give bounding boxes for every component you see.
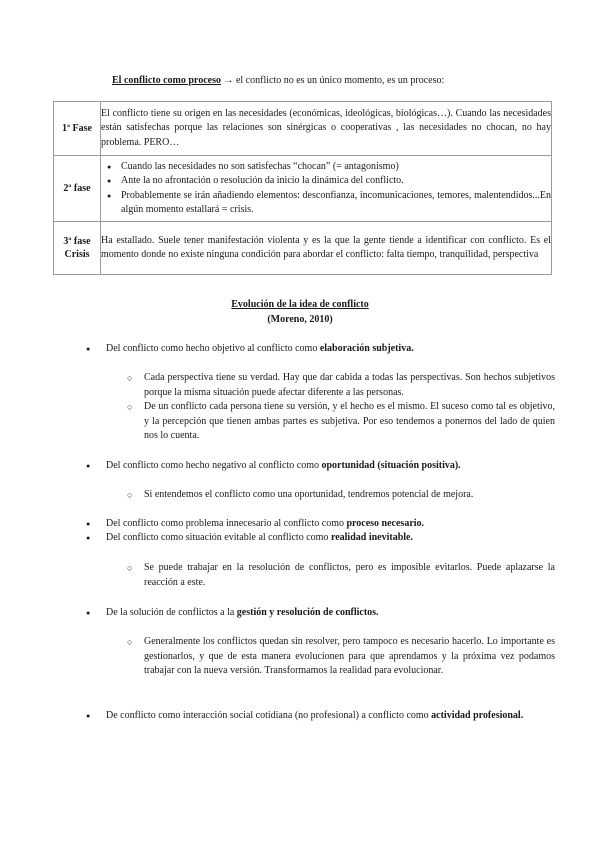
sub-list-item: ○ Generalmente los conflictos quedan sin resolver, pero tampoco es necesario hacerlo. Lo importante es gestionarlos, y que de esta manera evolucionen para que aprendamos y la próxima vez podamos trabajar con la nueva versión. Transformamos la realidad para evolucionar. bbox=[127, 636, 555, 676]
section-citation: (Moreno, 2010) bbox=[267, 314, 333, 325]
phase-label: 1ª Fase bbox=[54, 102, 101, 156]
intro-title: El conflicto como proceso bbox=[112, 75, 221, 86]
table-row bbox=[54, 222, 552, 275]
list-item: ● Ante la no afrontación o resolución da inicio la dinámica del conflicto. bbox=[121, 174, 551, 189]
list-item: ● De la solución de conflictos a la gestión y resolución de conflictos. bbox=[106, 606, 556, 621]
list-item: ● Del conflicto como problema innecesario al conflicto como proceso necesario. bbox=[106, 517, 556, 532]
section-heading: Evolución de la idea de conflicto bbox=[231, 299, 369, 310]
circle-bullet-icon: ○ bbox=[127, 402, 133, 412]
phases-table bbox=[53, 101, 552, 275]
phase-description: Ha estallado. Suele tener manifestación violenta y es la que la gente tiende a identificar con conflicto. Es el momento donde no existe ninguna condición para abordar el conflicto: falta tiempo, tranquilidad, perspectiva bbox=[101, 222, 552, 275]
bullet-icon: ● bbox=[86, 520, 91, 528]
phase-description: El conflicto tiene su origen en las necesidades (económicas, ideológicas, biológicas…). Cuando las necesidades están satisfechas porque las relaciones son sinérgicas o cooperativas , las necesidades no chocan, no hay problema. PERO… bbox=[101, 102, 552, 156]
phase-bullet-list bbox=[101, 160, 551, 218]
intro-line bbox=[112, 74, 532, 89]
table-row bbox=[54, 102, 552, 156]
bullet-icon: ● bbox=[86, 345, 91, 353]
list-item: ● Probablemente se irán añadiendo elementos: desconfianza, incomunicaciones, temores, malentendidos...En algún momento estallará = crisis. bbox=[121, 189, 551, 218]
list-item: ● Del conflicto como hecho objetivo al conflicto como elaboración subjetiva. bbox=[106, 342, 556, 357]
list-item: ● De conflicto como interacción social cotidiana (no profesional) a conflicto como actividad profesional. bbox=[106, 709, 556, 724]
arrow-icon: → bbox=[223, 75, 234, 86]
bullet-icon: ● bbox=[86, 712, 91, 720]
list-item: ● Del conflicto como situación evitable al conflicto como realidad inevitable. bbox=[106, 531, 556, 546]
list-item: ● Cuando las necesidades no son satisfechas “chocan” (= antagonismo) bbox=[121, 160, 551, 175]
bullet-icon: ● bbox=[86, 462, 91, 470]
table-row bbox=[54, 156, 552, 222]
sub-list-item: ○ De un conflicto cada persona tiene su versión, y el hecho es el mismo. El suceso como tal es objetivo, y la percepción que tienen ambas partes es subjetiva. Por eso tendemos a ponernos del lado de quien nos lo cuenta. bbox=[127, 401, 555, 441]
circle-bullet-icon: ○ bbox=[127, 373, 133, 383]
list-item: ● Del conflicto como hecho negativo al conflicto como oportunidad (situación positiva). bbox=[106, 459, 556, 474]
circle-bullet-icon: ○ bbox=[127, 490, 133, 500]
phase-label: 3ª fase Crisis bbox=[54, 222, 101, 275]
section-title bbox=[0, 297, 600, 327]
circle-bullet-icon: ○ bbox=[127, 637, 133, 647]
phase-label: 2ª fase bbox=[54, 156, 101, 222]
intro-text: el conflicto no es un único momento, es un proceso: bbox=[233, 75, 445, 86]
sub-list-item: ○ Se puede trabajar en la resolución de conflictos, pero es imposible evitarlos. Puede aplazarse la reacción a este. bbox=[127, 562, 555, 588]
circle-bullet-icon: ○ bbox=[127, 563, 133, 573]
bullet-icon: ● bbox=[86, 534, 91, 542]
bullet-icon: ● bbox=[86, 609, 91, 617]
sub-list-item: ○ Cada perspectiva tiene su verdad. Hay que dar cabida a todas las perspectivas. Son hechos subjetivos porque la misma situación puede afectar diferente a las personas. bbox=[127, 372, 555, 398]
phase-description bbox=[101, 156, 552, 222]
sub-list-item: ○ Si entendemos el conflicto como una oportunidad, tendremos potencial de mejora. bbox=[144, 488, 555, 503]
